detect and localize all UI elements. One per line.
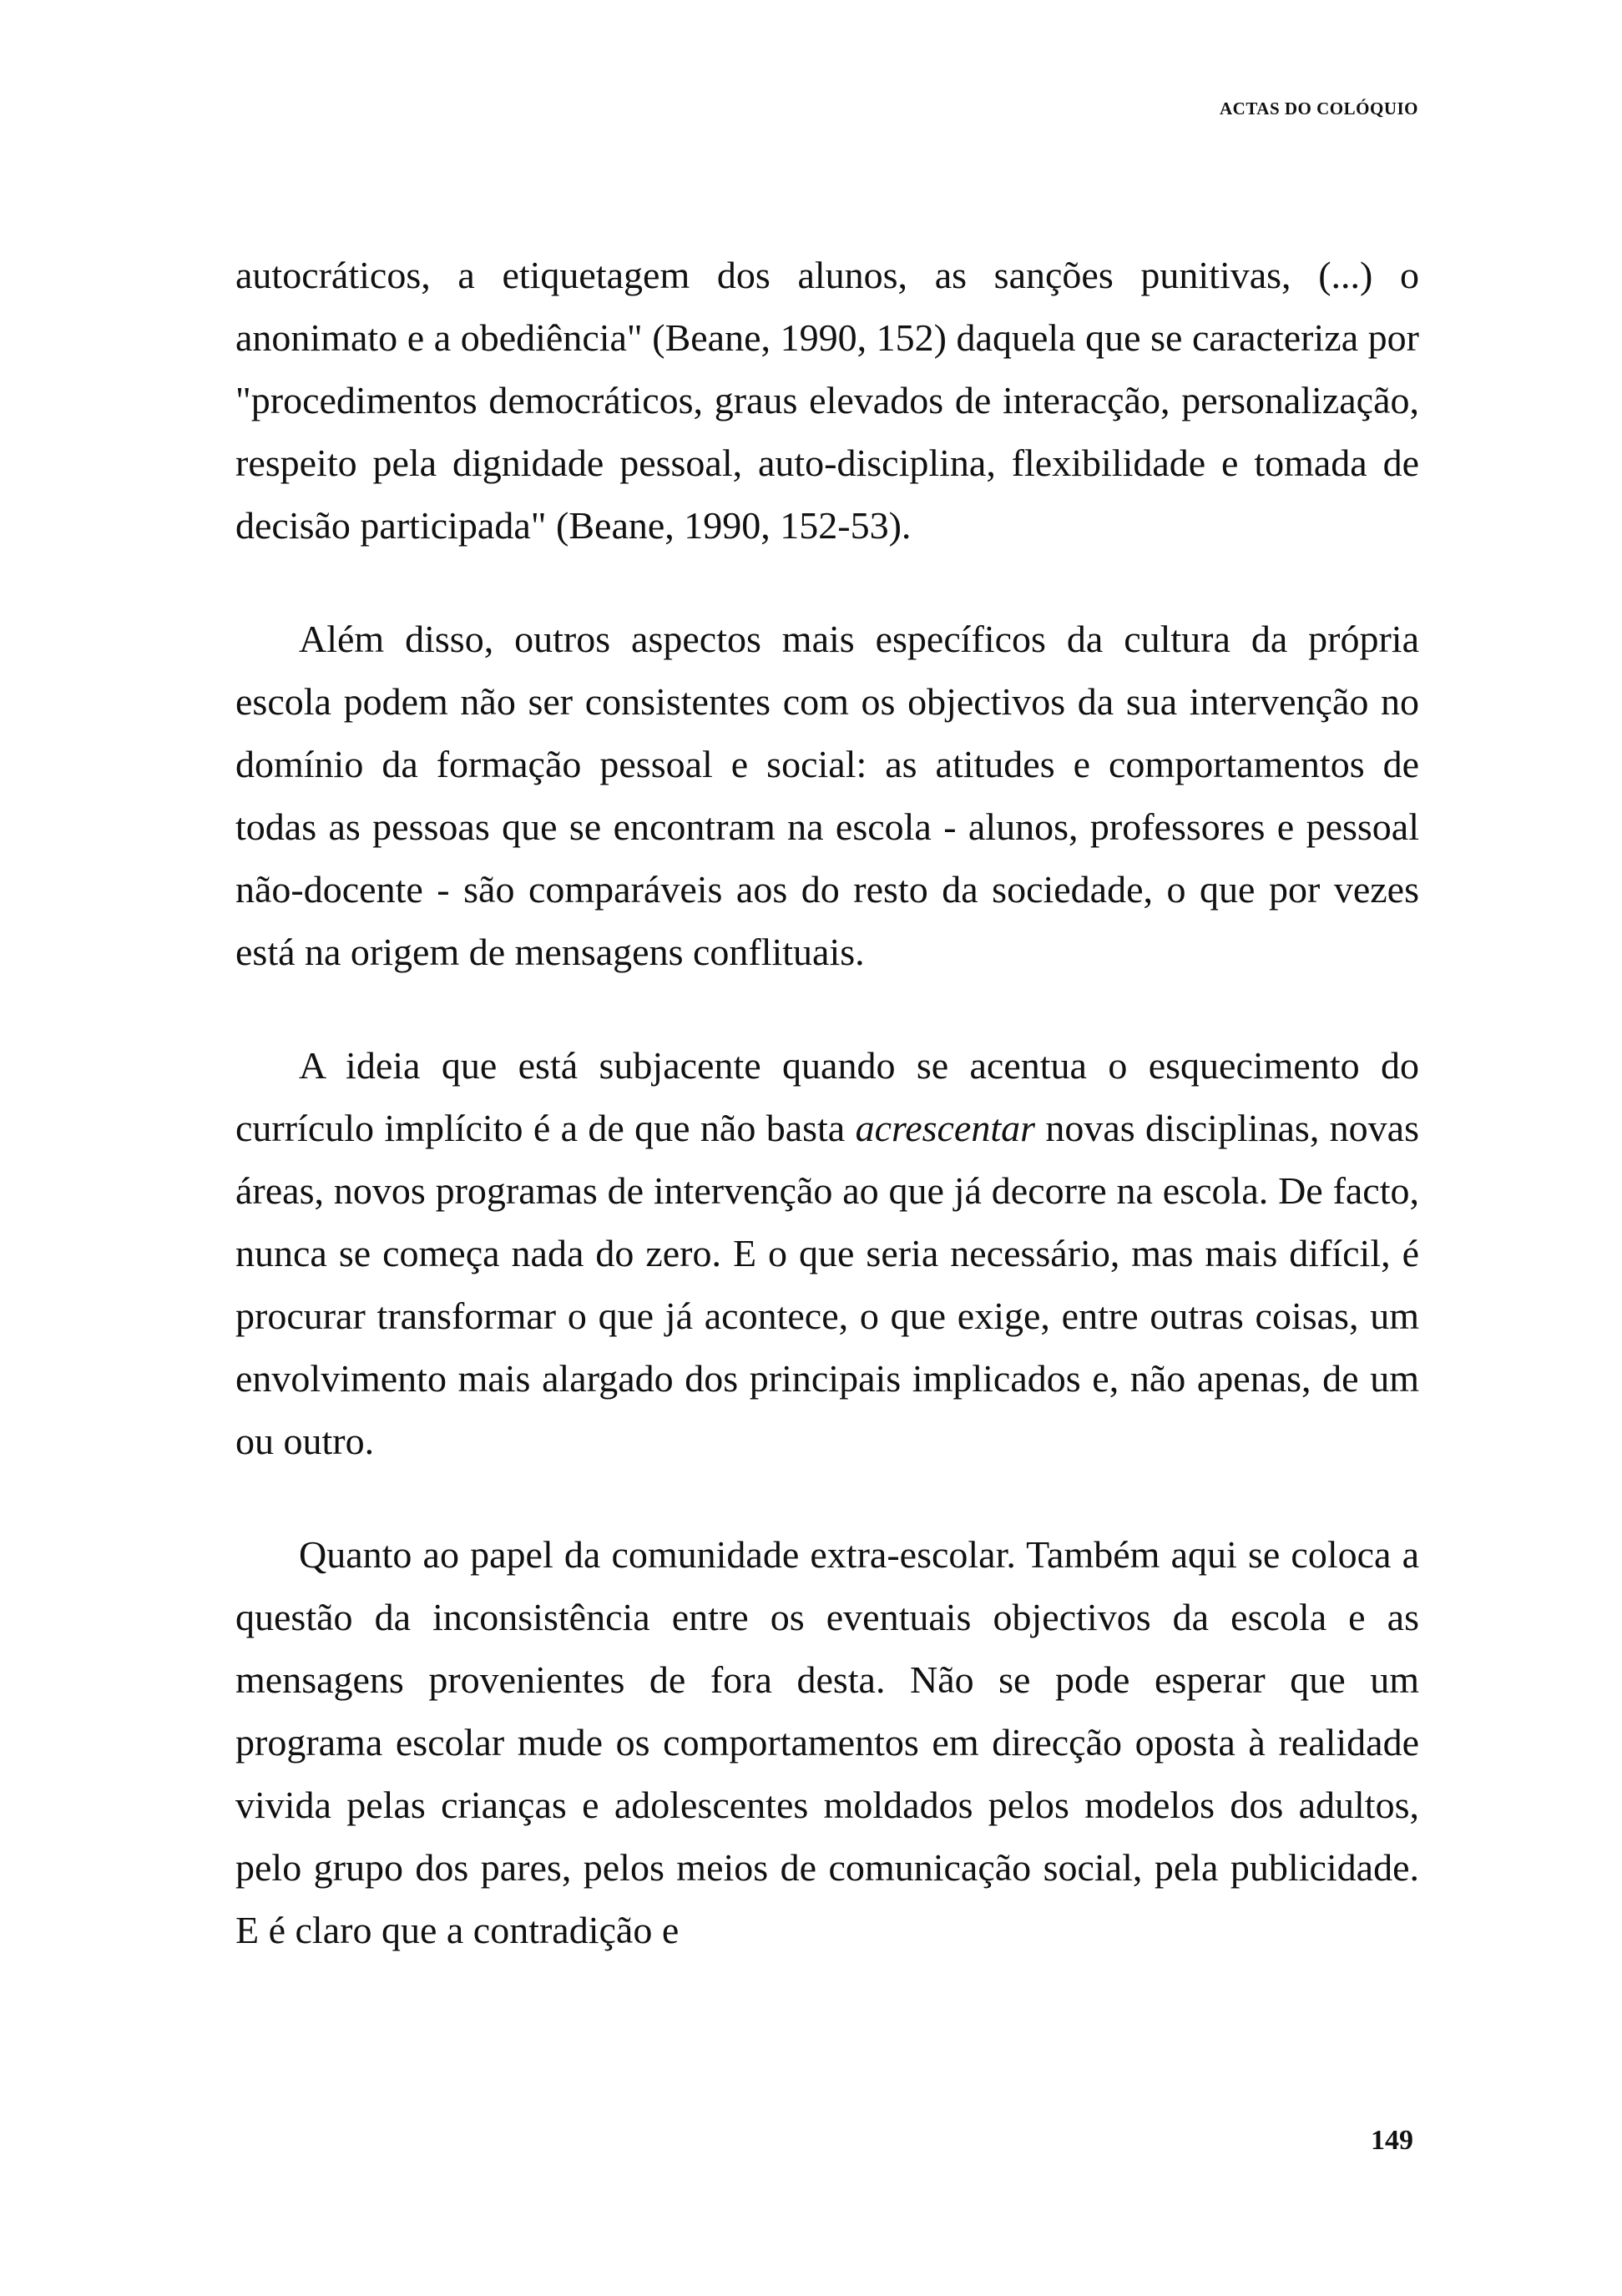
paragraph-continuation: autocráticos, a etiquetagem dos alunos, as sanções punitivas, (...) o anonimato e a obediência" (Beane, 1990, 152) daquela que se caracteriza por "procedimentos democráticos, graus elevados de interacção, personalização, respeito pela dignidade pessoal, auto-disciplina, flexibilidade e tomada de decisão participada" (Beane, 1990, 152-53). xyxy=(235,254,1419,547)
paragraph-community: Quanto ao papel da comunidade extra-escolar. Também aqui se coloca a questão da inconsistência entre os eventuais objectivos da escola e as mensagens provenientes de fora desta. Não se pode esperar que um programa escolar mude os comportamentos em direcção oposta à realidade vivida pelas crianças e adolescentes moldados pelos modelos dos adultos, pelo grupo dos pares, pelos meios de comunicação social, pela publicidade. E é claro que a contradição e xyxy=(235,1533,1419,1951)
paragraph-text-before: A ideia que está subjacente quando se acentua o esquecimento do currículo implícito é a de que não basta xyxy=(235,1044,1419,1149)
paragraph-school-culture: Além disso, outros aspectos mais específicos da cultura da própria escola podem não ser consistentes com os objectivos da sua intervenção no domínio da formação pessoal e social: as atitudes e comportamentos de todas as pessoas que se encontram na escola - alunos, professores e pessoal não-docente - são comparáveis aos do resto da sociedade, o que por vezes está na origem de mensagens conflituais. xyxy=(235,618,1419,973)
running-header: ACTAS DO COLÓQUIO xyxy=(1220,98,1418,119)
page-number: 149 xyxy=(1371,2125,1413,2156)
emphasis-word: acrescentar xyxy=(855,1107,1036,1149)
body-text xyxy=(235,244,1419,1961)
paragraph-text-after: novas disciplinas, novas áreas, novos programas de intervenção ao que já decorre na escola. De facto, nunca se começa nada do zero. E o que seria necessário, mas mais difícil, é procurar transformar o que já acontece, o que exige, entre outras coisas, um envolvimento mais alargado dos principais implicados e, não apenas, de um ou outro. xyxy=(235,1107,1419,1462)
paragraph-implicit-curriculum xyxy=(235,1034,1419,1472)
